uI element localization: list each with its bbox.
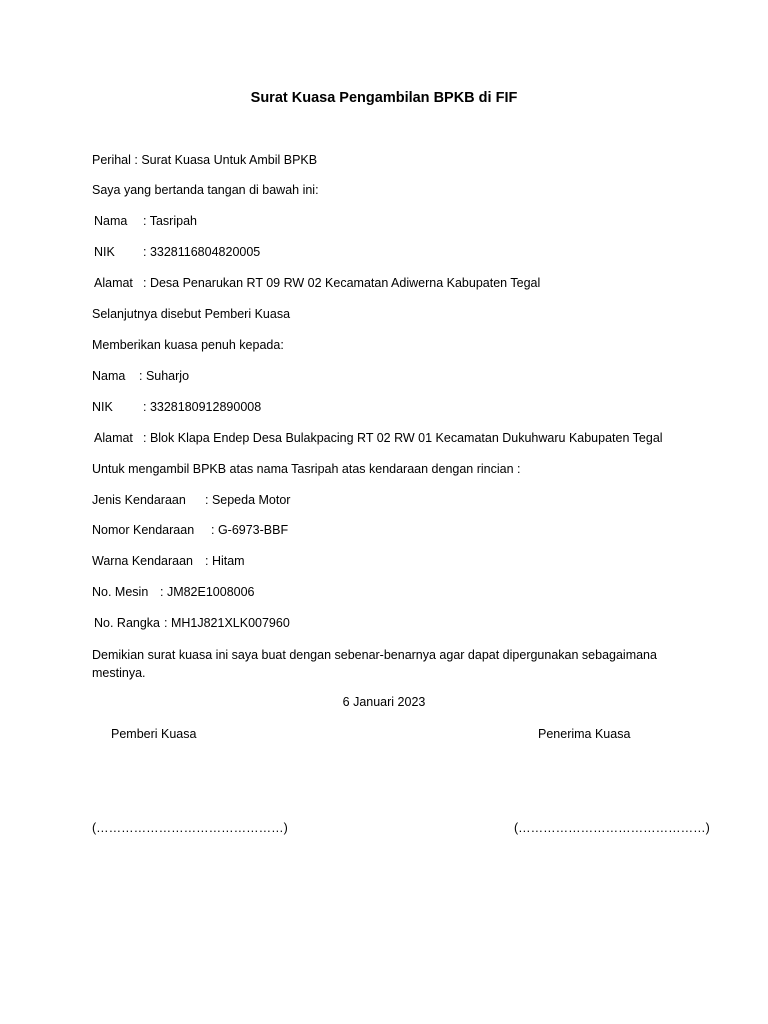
untuk-line: Untuk mengambil BPKB atas nama Tasripah atas kendaraan dengan rincian : — [92, 462, 521, 476]
no-mesin-value: : JM82E1008006 — [160, 585, 255, 599]
penerima-nik-value: : 3328180912890008 — [143, 400, 262, 414]
pemberi-nama-value: : Tasripah — [143, 214, 197, 228]
no-mesin-label: No. Mesin — [92, 585, 149, 599]
pemberi-alamat-label: Alamat — [94, 276, 133, 290]
penerima-alamat-label: Alamat — [94, 431, 133, 445]
pemberi-nik-value: : 3328116804820005 — [143, 245, 261, 259]
penerima-alamat-value: : Blok Klapa Endep Desa Bulakpacing RT 02 RW 01 Kecamatan Dukuhwaru Kabupaten Tegal — [143, 431, 663, 445]
pemberi-nama-label: Nama — [94, 214, 128, 228]
nomor-kendaraan-label: Nomor Kendaraan — [92, 523, 195, 537]
nomor-kendaraan-value: : G-6973-BBF — [211, 523, 289, 537]
perihal-line: Perihal : Surat Kuasa Untuk Ambil BPKB — [92, 153, 318, 167]
warna-kendaraan-value: : Hitam — [205, 554, 245, 568]
memberikan-line: Memberikan kuasa penuh kepada: — [92, 338, 284, 352]
signature-left-line: (………………………………………) — [92, 821, 288, 835]
disebut-pemberi: Selanjutnya disebut Pemberi Kuasa — [92, 307, 291, 321]
pemberi-alamat-value: : Desa Penarukan RT 09 RW 02 Kecamatan Adiwerna Kabupaten Tegal — [143, 276, 541, 290]
document-date: 6 Januari 2023 — [342, 695, 426, 709]
penerima-nik-label: NIK — [92, 400, 113, 414]
signature-right-line: (………………………………………) — [514, 821, 710, 835]
signature-right-label: Penerima Kuasa — [538, 727, 631, 741]
jenis-kendaraan-label: Jenis Kendaraan — [92, 493, 186, 507]
signature-left-label: Pemberi Kuasa — [111, 727, 197, 741]
pemberi-nik-label: NIK — [94, 245, 115, 259]
intro-line: Saya yang bertanda tangan di bawah ini: — [92, 183, 319, 197]
penerima-nama-label: Nama — [92, 369, 126, 383]
no-rangka-label: No. Rangka — [94, 616, 161, 630]
closing-paragraph: Demikian surat kuasa ini saya buat dengan sebenar-benarnya agar dapat dipergunakan sebagaimana mestinya. — [92, 648, 657, 680]
document-title: Surat Kuasa Pengambilan BPKB di FIF — [250, 90, 518, 106]
no-rangka-value: : MH1J821XLK007960 — [164, 616, 290, 630]
jenis-kendaraan-value: : Sepeda Motor — [205, 493, 291, 507]
warna-kendaraan-label: Warna Kendaraan — [92, 554, 193, 568]
penerima-nama-value: : Suharjo — [139, 369, 190, 383]
